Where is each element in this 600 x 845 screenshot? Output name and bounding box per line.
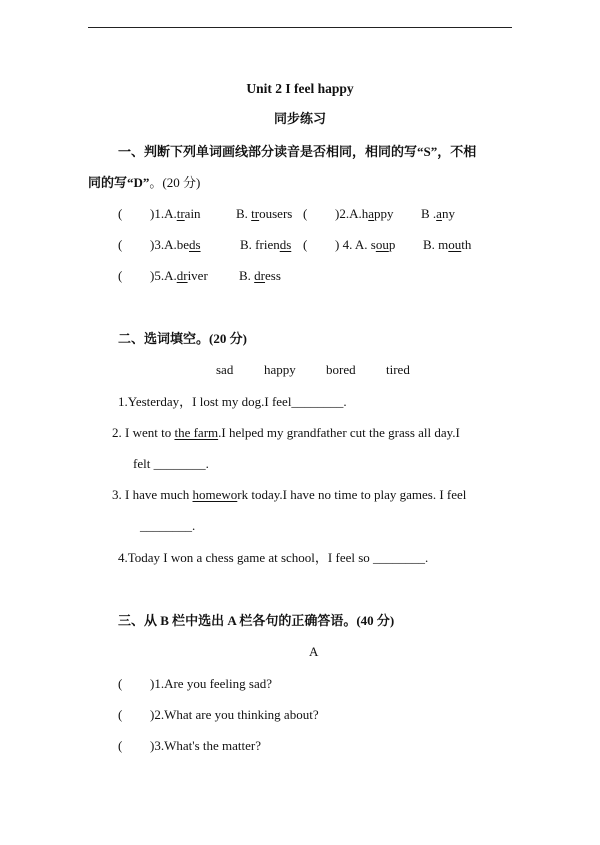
word-4a-post: p bbox=[388, 237, 396, 252]
question-number-3: )3.A. bbox=[150, 237, 177, 252]
option-b-label: B. bbox=[240, 237, 256, 252]
match-text-1: )1.Are you feeling sad? bbox=[150, 676, 273, 691]
phonics-item-2 bbox=[303, 206, 394, 222]
match-item-1 bbox=[118, 676, 272, 692]
word-3b-pre: frien bbox=[255, 237, 280, 252]
word-3b bbox=[240, 237, 291, 253]
section1-heading-cont bbox=[88, 175, 200, 191]
answer-paren-4[interactable]: ( bbox=[303, 237, 308, 252]
match-paren-1[interactable]: ( bbox=[118, 676, 123, 691]
fill-question-3-underlined: homewo bbox=[192, 487, 238, 502]
header-rule bbox=[88, 27, 512, 28]
word-5b bbox=[239, 268, 281, 284]
word-bank-bored: bored bbox=[326, 362, 356, 377]
phonics-item-4 bbox=[303, 237, 395, 253]
fill-question-2-pre: 2. I went to bbox=[112, 425, 175, 440]
section1-heading-cont-b: 。(20 分) bbox=[149, 175, 201, 190]
match-paren-2[interactable]: ( bbox=[118, 707, 123, 722]
word-5b-underlined: dr bbox=[254, 268, 266, 283]
word-1b-post: ousers bbox=[259, 206, 293, 221]
word-5b-post: ess bbox=[265, 268, 281, 283]
option-b-label: B. bbox=[236, 206, 252, 221]
word-4b-underlined: ou bbox=[448, 237, 462, 252]
word-1a-post: ain bbox=[184, 206, 201, 221]
word-4b-post: th bbox=[461, 237, 472, 252]
fill-question-1: 1.Yesterday，I lost my dog.I feel________. bbox=[118, 394, 347, 409]
fill-question-3-post: rk today.I have no time to play games. I feel bbox=[237, 487, 467, 502]
option-b-label: B. bbox=[423, 237, 439, 252]
word-4b bbox=[423, 237, 471, 253]
word-5a-underlined: dr bbox=[176, 268, 188, 283]
word-2a-underlined: a bbox=[368, 206, 374, 221]
column-a-label: A bbox=[309, 644, 319, 659]
match-text-3: )3.What's the matter? bbox=[150, 738, 261, 753]
question-number-1: )1.A. bbox=[150, 206, 177, 221]
section3-heading: 三、从 B 栏中选出 A 栏各句的正确答语。(40 分) bbox=[118, 613, 395, 628]
word-1a bbox=[177, 206, 201, 221]
fill-question-2-underlined: the farm bbox=[174, 425, 219, 440]
question-number-2: )2.A. bbox=[335, 206, 362, 221]
page-subtitle: 同步练习 bbox=[273, 112, 326, 127]
question-number-5: )5.A. bbox=[150, 268, 177, 283]
answer-paren-1[interactable]: ( bbox=[118, 206, 123, 221]
word-4a-underlined: ou bbox=[375, 237, 389, 252]
fill-question-3-pre: 3. I have much bbox=[112, 487, 193, 502]
word-2a-post: ppy bbox=[374, 206, 394, 221]
word-2b bbox=[421, 206, 455, 222]
word-5a-post: iver bbox=[187, 268, 208, 283]
answer-paren-5[interactable]: ( bbox=[118, 268, 123, 283]
word-4a-pre: s bbox=[370, 237, 376, 252]
fill-question-4: 4.Today I won a chess game at school，I feel so ________. bbox=[118, 550, 429, 565]
match-item-3 bbox=[118, 738, 261, 754]
fill-question-2-cont: felt ________. bbox=[133, 456, 209, 471]
fill-question-3-cont: ________. bbox=[140, 518, 196, 533]
question-number-4: ) 4. A. bbox=[335, 237, 371, 252]
fill-question-2 bbox=[112, 425, 460, 441]
word-4b-pre: m bbox=[438, 237, 449, 252]
phonics-row-3 bbox=[118, 268, 208, 284]
word-bank-happy: happy bbox=[264, 362, 296, 377]
word-3b-underlined: ds bbox=[279, 237, 292, 252]
section1-heading: 一、判断下列单词画线部分读音是否相同，相同的写“S”，不相 bbox=[118, 144, 477, 159]
word-2b-post: ny bbox=[441, 206, 455, 221]
match-text-2: )2.What are you thinking about? bbox=[150, 707, 319, 722]
fill-question-3 bbox=[112, 487, 466, 503]
phonics-row-2 bbox=[118, 237, 201, 253]
fill-question-2-post: .I helped my grandfather cut the grass all day.I bbox=[218, 425, 460, 440]
word-2b-underlined: a bbox=[436, 206, 442, 221]
answer-paren-2[interactable]: ( bbox=[303, 206, 308, 221]
page-title: Unit 2 I feel happy bbox=[246, 81, 354, 96]
section2-heading: 二、选词填空。(20 分) bbox=[118, 331, 247, 346]
word-2a-pre: h bbox=[361, 206, 369, 221]
word-bank-tired: tired bbox=[386, 362, 410, 377]
phonics-row-1 bbox=[118, 206, 201, 222]
section1-heading-cont-a: 同的写“D” bbox=[88, 175, 150, 190]
match-paren-3[interactable]: ( bbox=[118, 738, 123, 753]
word-3a-pre: be bbox=[176, 237, 189, 252]
word-1b bbox=[236, 206, 292, 222]
match-item-2 bbox=[118, 707, 319, 723]
word-1a-underlined: tr bbox=[176, 206, 185, 221]
word-3a-underlined: ds bbox=[189, 237, 201, 252]
option-b-label: B. bbox=[239, 268, 255, 283]
answer-paren-3[interactable]: ( bbox=[118, 237, 123, 252]
word-bank-sad: sad bbox=[216, 362, 234, 377]
option-b-label: B . bbox=[421, 206, 437, 221]
word-1b-underlined: tr bbox=[251, 206, 260, 221]
